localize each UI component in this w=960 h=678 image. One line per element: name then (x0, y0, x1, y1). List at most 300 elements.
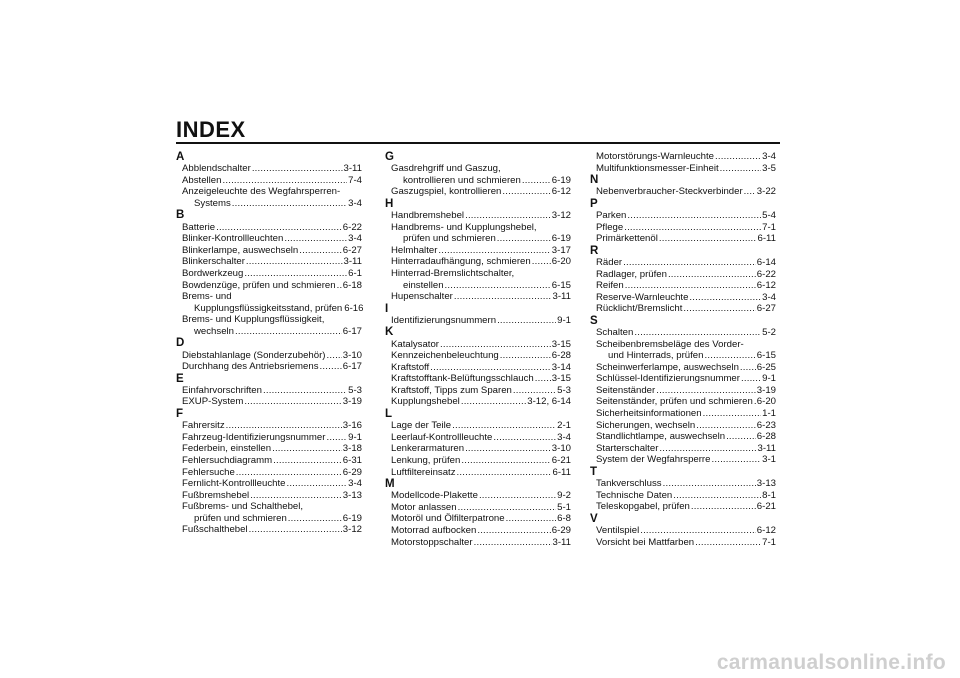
index-entry (176, 420, 362, 432)
index-page-number: 6-17 (342, 325, 362, 337)
dot-leader (500, 350, 551, 362)
index-entry-line (391, 467, 571, 479)
dot-leader (236, 467, 342, 479)
index-entry-text: Motorstörungs-Warnleuchte (596, 151, 715, 162)
index-entry (176, 385, 362, 397)
dot-leader (244, 268, 347, 280)
index-entry (176, 233, 362, 245)
index-entry-line (391, 513, 571, 525)
index-entry-line (182, 222, 362, 234)
index-entry-line (182, 175, 362, 187)
index-letter-heading: S (590, 314, 598, 327)
index-entry (590, 292, 776, 304)
index-page-number: 6-19 (551, 174, 571, 186)
dot-leader (337, 280, 342, 292)
dot-leader (689, 292, 761, 304)
index-entry-text: Gasdrehgriff und Gaszug, (391, 163, 501, 175)
index-entry (590, 537, 776, 549)
index-page-number: 9-1 (762, 373, 776, 385)
index-page-number: 5-1 (557, 501, 571, 513)
index-entry-line (596, 478, 776, 490)
index-page-number: 6-27 (756, 303, 776, 315)
index-entry-text: Einfahrvorschriften (182, 384, 262, 396)
index-entry-line (391, 362, 571, 374)
dot-leader (326, 350, 341, 362)
index-entry-text: Primärkettenöl (596, 233, 658, 245)
index-page-number: 3-4 (557, 431, 571, 443)
index-entry (590, 303, 776, 315)
index-entry-text: Ventilspiel (596, 525, 640, 536)
index-entry (385, 256, 571, 268)
index-entry-text: Bowdenzüge, prüfen und schmieren (182, 279, 336, 291)
index-entry-line (182, 478, 362, 490)
index-entry-text: Hinterrad-Bremslichtschalter, (391, 267, 515, 279)
index-entry (176, 291, 362, 314)
index-page-number: 2-1 (557, 420, 571, 432)
index-page-number: 3-12 (342, 524, 362, 536)
index-entry-text: Blinkerschalter (182, 256, 245, 268)
index-entry-text: Kennzeichenbeleuchtung (391, 350, 499, 362)
dot-leader (288, 513, 342, 525)
dot-leader (440, 339, 551, 351)
dot-leader (458, 502, 557, 514)
index-letter-heading: D (176, 337, 185, 350)
index-entry (590, 420, 776, 432)
index-page-number: 5-3 (557, 384, 571, 396)
index-entry-line (596, 186, 776, 198)
index-entry-line (596, 222, 776, 234)
index-page-number: 7-4 (348, 174, 362, 186)
index-entry-text: Kupplungshebel (391, 396, 460, 408)
index-entry (385, 222, 571, 245)
index-entry (590, 339, 776, 362)
index-entry-text: Fahrzeug-Identifizierungsnummer (182, 431, 326, 443)
dot-leader (457, 467, 552, 479)
dot-leader (522, 175, 551, 187)
index-page-number: 3-4 (762, 291, 776, 303)
index-entry-line (182, 163, 362, 175)
index-entry-text: Durchhang des Antriebsriemens (182, 361, 319, 373)
index-entry-line (182, 268, 362, 280)
index-entry-text: Blinkerlampe, auswechseln (182, 244, 299, 256)
index-page-number: 6-22 (342, 221, 362, 233)
index-entry-line (182, 513, 362, 525)
dot-leader (741, 373, 761, 385)
index-entry-text: und Hinterrads, prüfen (608, 350, 704, 362)
index-entry (590, 431, 776, 443)
dot-leader (320, 361, 342, 373)
index-page-number: 8-1 (762, 489, 776, 501)
index-entry-text: Seitenständer, prüfen und schmieren (596, 396, 753, 408)
index-page-number: 7-1 (762, 221, 776, 233)
index-entry-text: Fahrersitz (182, 420, 225, 432)
index-page-number: 3-16 (342, 420, 362, 432)
index-page-number: 9-1 (557, 314, 571, 326)
index-page-number: 6-8 (557, 513, 571, 525)
dot-leader (640, 525, 756, 537)
index-entry-text: Lenkerarmaturen (391, 443, 465, 455)
index-entry-text: Räder (596, 257, 623, 269)
index-page-number: 6-12 (551, 186, 571, 198)
dot-leader (244, 396, 341, 408)
index-page-number: 6-29 (342, 466, 362, 478)
index-letter-heading: E (176, 372, 184, 385)
index-entry-text: Lage der Teile (391, 420, 452, 432)
index-letter-heading: A (176, 151, 185, 163)
index-entry-text: Technische Daten (596, 489, 673, 501)
dot-leader (461, 455, 550, 467)
dot-leader (703, 408, 762, 420)
index-entry-line (182, 490, 362, 502)
index-entry (385, 432, 571, 444)
index-page-number: 3-11 (552, 291, 571, 303)
index-entry-line (182, 245, 362, 257)
index-entry (176, 467, 362, 479)
index-page-number: 6-21 (551, 454, 571, 466)
index-page-number: 3-11 (552, 536, 571, 548)
index-page-number: 6-29 (551, 525, 571, 536)
index-entry (385, 245, 571, 257)
index-entry-text: wechseln (194, 325, 234, 337)
dot-leader (683, 303, 755, 315)
index-page-number: 3-10 (551, 443, 571, 455)
index-entry-line (391, 291, 571, 303)
index-page-number: 6-14 (756, 257, 776, 269)
index-page-number: 6-18 (342, 279, 362, 291)
dot-leader (625, 280, 756, 292)
index-entry-line (391, 339, 571, 351)
index-entry-text: Vorsicht bei Mattfarben (596, 536, 695, 548)
index-entry (590, 478, 776, 490)
index-entry (176, 478, 362, 490)
index-entry-line (182, 455, 362, 467)
dot-leader (263, 385, 347, 397)
index-entry-text: Starterschalter (596, 442, 659, 454)
index-page-number: 5-4 (762, 210, 776, 222)
index-entry-line (391, 525, 571, 537)
index-entry (176, 443, 362, 455)
dot-leader (696, 420, 756, 432)
dot-leader (659, 233, 757, 245)
index-entry-text: Pflege (596, 221, 624, 233)
dot-leader (634, 327, 761, 339)
index-letter-heading: P (590, 197, 598, 210)
index-entry-line (391, 315, 571, 327)
index-entry-line (596, 210, 776, 222)
index-entry (176, 268, 362, 280)
index-entry (176, 314, 362, 337)
dot-leader (465, 210, 551, 222)
dot-leader (438, 245, 550, 257)
index-letter-heading: G (385, 151, 394, 163)
index-entry-line (182, 467, 362, 479)
index-page-number: 3-4 (348, 233, 362, 245)
index-letter-heading: B (176, 209, 185, 222)
dot-leader (535, 373, 551, 385)
index-entry-line (182, 326, 362, 338)
index-entry-line (391, 537, 571, 549)
dot-leader (235, 326, 342, 338)
index-entry (590, 222, 776, 234)
index-entry (385, 163, 571, 186)
index-page-number: 6-11 (552, 466, 571, 478)
index-entry-line (182, 361, 362, 373)
index-page-number: 3-15 (551, 338, 571, 350)
index-entry-line (596, 257, 776, 269)
index-entry (385, 537, 571, 549)
index-entry-line (596, 350, 776, 362)
index-page-number: 6-12 (756, 280, 776, 292)
index-entry (176, 396, 362, 408)
index-page-number: 6-23 (756, 419, 776, 431)
index-entry-line (596, 525, 776, 537)
index-entry-text: Scheibenbremsbeläge des Vorder- (596, 338, 744, 350)
dot-leader (740, 362, 756, 374)
index-entry-text: Radlager, prüfen (596, 268, 667, 280)
index-page-number: 9-1 (348, 431, 362, 443)
dot-leader (216, 222, 342, 234)
index-entry-text: Rücklicht/Bremslicht (596, 303, 683, 315)
dot-leader (754, 396, 756, 408)
index-entry-text: Fernlicht-Kontrollleuchte (182, 478, 286, 490)
index-entry-text: Kupplungsflüssigkeitsstand, prüfen (194, 302, 343, 314)
index-page-number: 7-1 (762, 536, 776, 548)
index-page-number: 6-19 (551, 233, 571, 245)
index-entry-line (391, 432, 571, 444)
dot-leader (623, 257, 756, 269)
index-entry-text: Schlüssel-Identifizierungsnummer (596, 373, 740, 385)
index-entry (590, 525, 776, 537)
dot-leader (250, 490, 342, 502)
index-entry-text: Modellcode-Plakette (391, 490, 478, 502)
index-page-number: 6-1 (348, 267, 362, 279)
index-entry (385, 385, 571, 397)
index-entry-text: Kraftstoff, Tipps zum Sparen (391, 384, 512, 396)
watermark: carmanualsonline.info (716, 651, 946, 674)
index-page-number: 3-13 (756, 478, 776, 490)
index-page-number: 6-22 (756, 268, 776, 280)
index-entry (176, 280, 362, 292)
index-entry-text: Sicherheitsinformationen (596, 408, 702, 420)
index-entry (176, 245, 362, 257)
dot-leader (232, 198, 347, 210)
index-entry-text: Abblendschalter (182, 163, 251, 175)
index-entry (385, 525, 571, 537)
index-letter-heading: F (176, 408, 184, 421)
index-entry (590, 210, 776, 222)
index-column-2 (385, 151, 571, 548)
dot-leader (246, 256, 343, 268)
index-entry-text: kontrollieren und schmieren (403, 174, 521, 186)
index-page-number: 3-14 (551, 361, 571, 373)
index-entry-line (596, 151, 776, 163)
index-entry-text: Motorrad aufbocken (391, 525, 477, 536)
dot-leader (286, 478, 347, 490)
index-entry-text: Fußschalthebel (182, 524, 248, 536)
index-page-number: 1-1 (762, 408, 776, 420)
index-entry (590, 490, 776, 502)
index-entry (385, 362, 571, 374)
index-page-number: 6-28 (551, 350, 571, 362)
index-entry (385, 420, 571, 432)
index-entry-line (596, 163, 776, 175)
index-entry-text: Fußbrems- und Schalthebel, (182, 501, 304, 513)
index-entry-text: System der Wegfahrsperre (596, 454, 711, 466)
index-entry (176, 490, 362, 502)
dot-leader (715, 151, 761, 163)
index-entry (385, 490, 571, 502)
index-entry-line (391, 443, 571, 455)
index-entry-text: Nebenverbraucher-Steckverbinder (596, 186, 743, 198)
index-entry-text: Fußbremshebel (182, 489, 250, 501)
index-page-number: 3-12, 6-14 (527, 396, 571, 408)
index-page-number: 3-13 (342, 489, 362, 501)
index-entry (176, 455, 362, 467)
index-entry (590, 373, 776, 385)
index-entry-text: Parken (596, 210, 627, 222)
index-entry (590, 396, 776, 408)
index-entry-text: Diebstahlanlage (Sonderzubehör) (182, 349, 326, 361)
index-entry-text: Abstellen (182, 174, 222, 186)
dot-leader (720, 163, 761, 175)
dot-leader (493, 432, 556, 444)
index-entry-text: Blinker-Kontrollleuchten (182, 233, 284, 245)
index-entry-text: Leerlauf-Kontrollleuchte (391, 431, 493, 443)
index-page-number: 6-17 (342, 361, 362, 373)
index-entry-text: Motor anlassen (391, 501, 457, 513)
index-page-number: 3-11 (343, 163, 362, 175)
dot-leader (222, 175, 347, 187)
index-entry (590, 233, 776, 245)
index-entry (385, 339, 571, 351)
index-entry (590, 385, 776, 397)
index-entry-text: Tankverschluss (596, 478, 662, 490)
index-page-number: 6-27 (342, 244, 362, 256)
dot-leader (465, 443, 551, 455)
index-entry-line (596, 373, 776, 385)
title-rule (176, 142, 780, 144)
dot-leader (430, 362, 551, 374)
index-entry-text: Fehlersuchdiagramm (182, 454, 273, 466)
index-page-number: 6-31 (342, 454, 362, 466)
index-page-number: 3-12 (551, 210, 571, 222)
index-page-number: 3-11 (343, 256, 362, 268)
index-page-number: 5-3 (348, 384, 362, 396)
dot-leader (299, 245, 342, 257)
index-entry-line (596, 420, 776, 432)
index-entry-line (596, 280, 776, 292)
index-letter-heading: I (385, 302, 389, 315)
index-letter-heading: V (590, 512, 598, 525)
index-entry (385, 502, 571, 514)
index-page-number: 6-28 (756, 431, 776, 443)
index-letter-heading: R (590, 244, 599, 257)
index-entry (176, 524, 362, 536)
index-page-number: 3-4 (348, 197, 362, 209)
index-entry (385, 396, 571, 408)
index-entry-line (182, 420, 362, 432)
dot-leader (249, 524, 342, 536)
index-entry-line (182, 432, 362, 444)
dot-leader (744, 186, 756, 198)
index-entry-line (182, 303, 362, 315)
index-entry-text: EXUP-System (182, 396, 244, 408)
index-entry-line (182, 280, 362, 292)
index-entry-text: Reifen (596, 280, 624, 292)
index-entry-line (391, 245, 571, 257)
index-entry (176, 350, 362, 362)
index-entry (176, 361, 362, 373)
index-entry-line (596, 443, 776, 455)
index-entry-line (182, 350, 362, 362)
index-page-number: 3-4 (348, 478, 362, 490)
index-entry-line (596, 292, 776, 304)
dot-leader (477, 525, 550, 537)
index-entry (590, 269, 776, 281)
index-entry-text: Batterie (182, 221, 216, 233)
index-entry-line (182, 198, 362, 210)
index-entry (385, 210, 571, 222)
index-page-number: 6-25 (756, 361, 776, 373)
index-page-number: 5-2 (762, 327, 776, 339)
index-entry-text: Handbrems- und Kupplungshebel, (391, 221, 537, 233)
dot-leader (474, 537, 552, 549)
index-entry-text: Multifunktionsmesser-Einheit (596, 162, 719, 174)
index-entry-text: Bordwerkzeug (182, 267, 244, 279)
index-page-number: 6-15 (551, 279, 571, 291)
index-entry-line (596, 385, 776, 397)
dot-leader (691, 501, 756, 513)
index-page-number: 3-19 (342, 396, 362, 408)
index-page-number: 9-2 (557, 490, 571, 502)
index-page-number: 3-19 (756, 384, 776, 396)
index-entry-text: Katalysator (391, 338, 439, 350)
index-entry-text: Hinterradaufhängung, schmieren (391, 256, 531, 268)
index-entry-line (596, 490, 776, 502)
index-entry (590, 443, 776, 455)
index-letter-heading: N (590, 174, 599, 187)
index-entry-text: Scheinwerferlampe, auswechseln (596, 361, 739, 373)
index-page-number: 6-11 (757, 233, 776, 245)
index-entry-text: Sicherungen, wechseln (596, 419, 696, 431)
index-entry-text: Handbremshebel (391, 210, 465, 222)
dot-leader (284, 233, 347, 245)
index-entry-text: einstellen (403, 279, 444, 291)
dot-leader (627, 210, 761, 222)
index-page-number: 3-1 (762, 454, 776, 466)
dot-leader (502, 186, 550, 198)
dot-leader (624, 222, 761, 234)
dot-leader (659, 443, 756, 455)
dot-leader (506, 513, 557, 525)
index-entry (590, 257, 776, 269)
dot-leader (454, 291, 552, 303)
index-page-number: 3-10 (342, 349, 362, 361)
index-entry (590, 501, 776, 513)
index-entry-line (596, 303, 776, 315)
index-entry-line (391, 396, 571, 408)
dot-leader (663, 478, 756, 490)
index-entry-line (391, 186, 571, 198)
index-entry-text: Hupenschalter (391, 291, 453, 303)
index-entry (385, 467, 571, 479)
dot-leader (704, 350, 755, 362)
index-entry-line (182, 396, 362, 408)
index-entry-text: Reserve-Warnleuchte (596, 291, 689, 303)
index-entry-text: Lenkung, prüfen (391, 454, 461, 466)
index-entry-text: Kraftstoff (391, 361, 430, 373)
dot-leader (226, 420, 342, 432)
